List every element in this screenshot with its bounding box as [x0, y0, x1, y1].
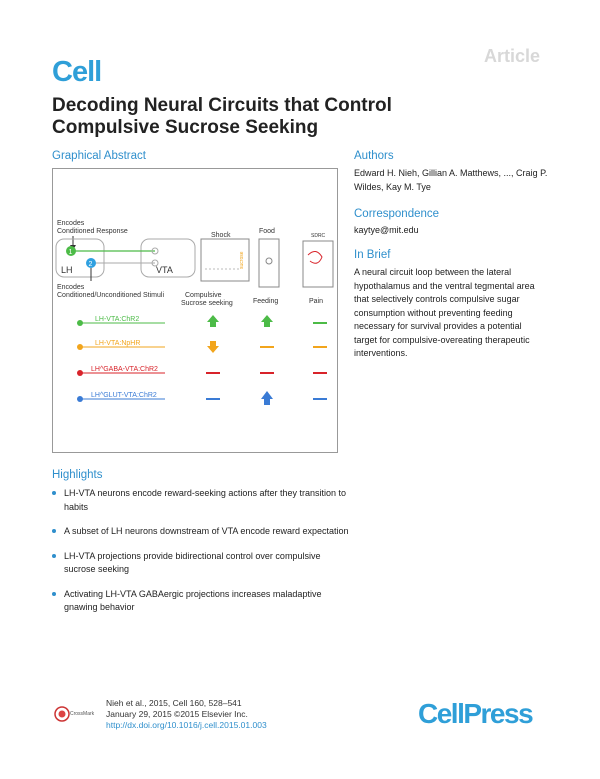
cellpress-logo: CellPress: [418, 698, 533, 729]
crossmark-label: CrossMark: [70, 711, 95, 717]
shock-label: Shock: [211, 232, 231, 239]
authors-heading: Authors: [354, 150, 394, 162]
graphical-abstract-diagram: [53, 169, 339, 454]
bullet-icon: [52, 529, 56, 533]
row1-feeding-up-arrow-icon: [261, 315, 273, 327]
in-brief-text: A neural circuit loop between the lateral hypothalamus and the ventral tegmental area that selectively controls compulsive sugar consumption without preventing feeding necessary for survival provides a potential target for compulsive-overeating therapeutic interventions.: [354, 267, 535, 358]
pain-trace: [308, 251, 322, 263]
citation-block: [106, 698, 267, 731]
row3-label: LH^GABA-VTA:ChR2: [91, 366, 158, 373]
encodes-top-label: Encodes: [57, 220, 85, 227]
sucrose-label: sucrose: [239, 251, 245, 269]
cell-journal-logo: Cell: [52, 56, 102, 88]
neuron-2-number: 2: [88, 261, 93, 268]
article-title: Decoding Neural Circuits that Control Compulsive Sucrose Seeking: [52, 95, 392, 138]
col-compulsive-line2: Sucrose seeking: [181, 300, 233, 307]
food-pellet-icon: [266, 258, 272, 264]
pain-chamber: [303, 241, 333, 287]
correspondence-heading: Correspondence: [354, 208, 440, 220]
highlights-list: [52, 487, 352, 626]
bullet-icon: [52, 592, 56, 596]
row4-feeding-up-arrow-icon: [261, 391, 273, 405]
stimuli-label: Conditioned/Unconditioned Stimuli: [57, 292, 165, 299]
vta-label: VTA: [156, 265, 173, 275]
bullet-icon: [52, 554, 56, 558]
highlight-text: A subset of LH neurons downstream of VTA encode reward expectation: [64, 526, 349, 536]
citation-line-2: January 29, 2015 ©2015 Elsevier Inc.: [106, 709, 248, 719]
row1-label: LH-VTA:ChR2: [95, 316, 140, 323]
neuron-1-number: 1: [68, 249, 73, 256]
lh-label: LH: [61, 265, 73, 275]
correspondence-email-link[interactable]: kaytye@mit.edu: [354, 225, 419, 235]
food-chamber: [259, 239, 279, 287]
doi-link[interactable]: http://dx.doi.org/10.1016/j.cell.2015.01.003: [106, 720, 267, 730]
graphical-abstract-heading: Graphical Abstract: [52, 150, 146, 162]
row1-compulsive-up-arrow-icon: [207, 315, 219, 327]
col-feeding: Feeding: [253, 298, 279, 305]
authors-list: Edward H. Nieh, Gillian A. Matthews, ..., Craig P. Wildes, Kay M. Tye: [354, 168, 548, 192]
highlight-text: Activating LH-VTA GABAergic projections increases maladaptive gnawing behavior: [64, 588, 322, 612]
article-tag: Article: [483, 46, 540, 66]
highlight-item: [52, 550, 352, 577]
encodes-bottom-label: Encodes: [57, 284, 85, 291]
row2-compulsive-down-arrow-icon: [207, 341, 219, 353]
sdrc-label: SDRC: [311, 233, 326, 239]
in-brief-heading: In Brief: [354, 249, 391, 261]
row2-label: LH-VTA:NpHR: [95, 340, 141, 347]
row4-label: LH^GLUT-VTA:ChR2: [91, 392, 157, 399]
highlight-item: [52, 525, 352, 539]
graphical-abstract-figure: [52, 168, 338, 453]
highlight-item: [52, 487, 352, 514]
crossmark-icon[interactable]: [54, 706, 70, 722]
citation-line-1: Nieh et al., 2015, Cell 160, 528–541: [106, 698, 242, 708]
col-compulsive-line1: Compulsive: [185, 292, 222, 299]
bullet-icon: [52, 491, 56, 495]
col-pain: Pain: [309, 298, 324, 305]
food-label: Food: [259, 228, 275, 235]
highlight-text: LH-VTA projections provide bidirectional control over compulsive sucrose seeking: [64, 550, 321, 574]
highlight-text: LH-VTA neurons encode reward-seeking actions after they transition to habits: [64, 488, 346, 512]
highlights-heading: Highlights: [52, 469, 103, 481]
highlight-item: [52, 588, 352, 615]
conditioned-response-label: Conditioned Response: [57, 228, 128, 235]
